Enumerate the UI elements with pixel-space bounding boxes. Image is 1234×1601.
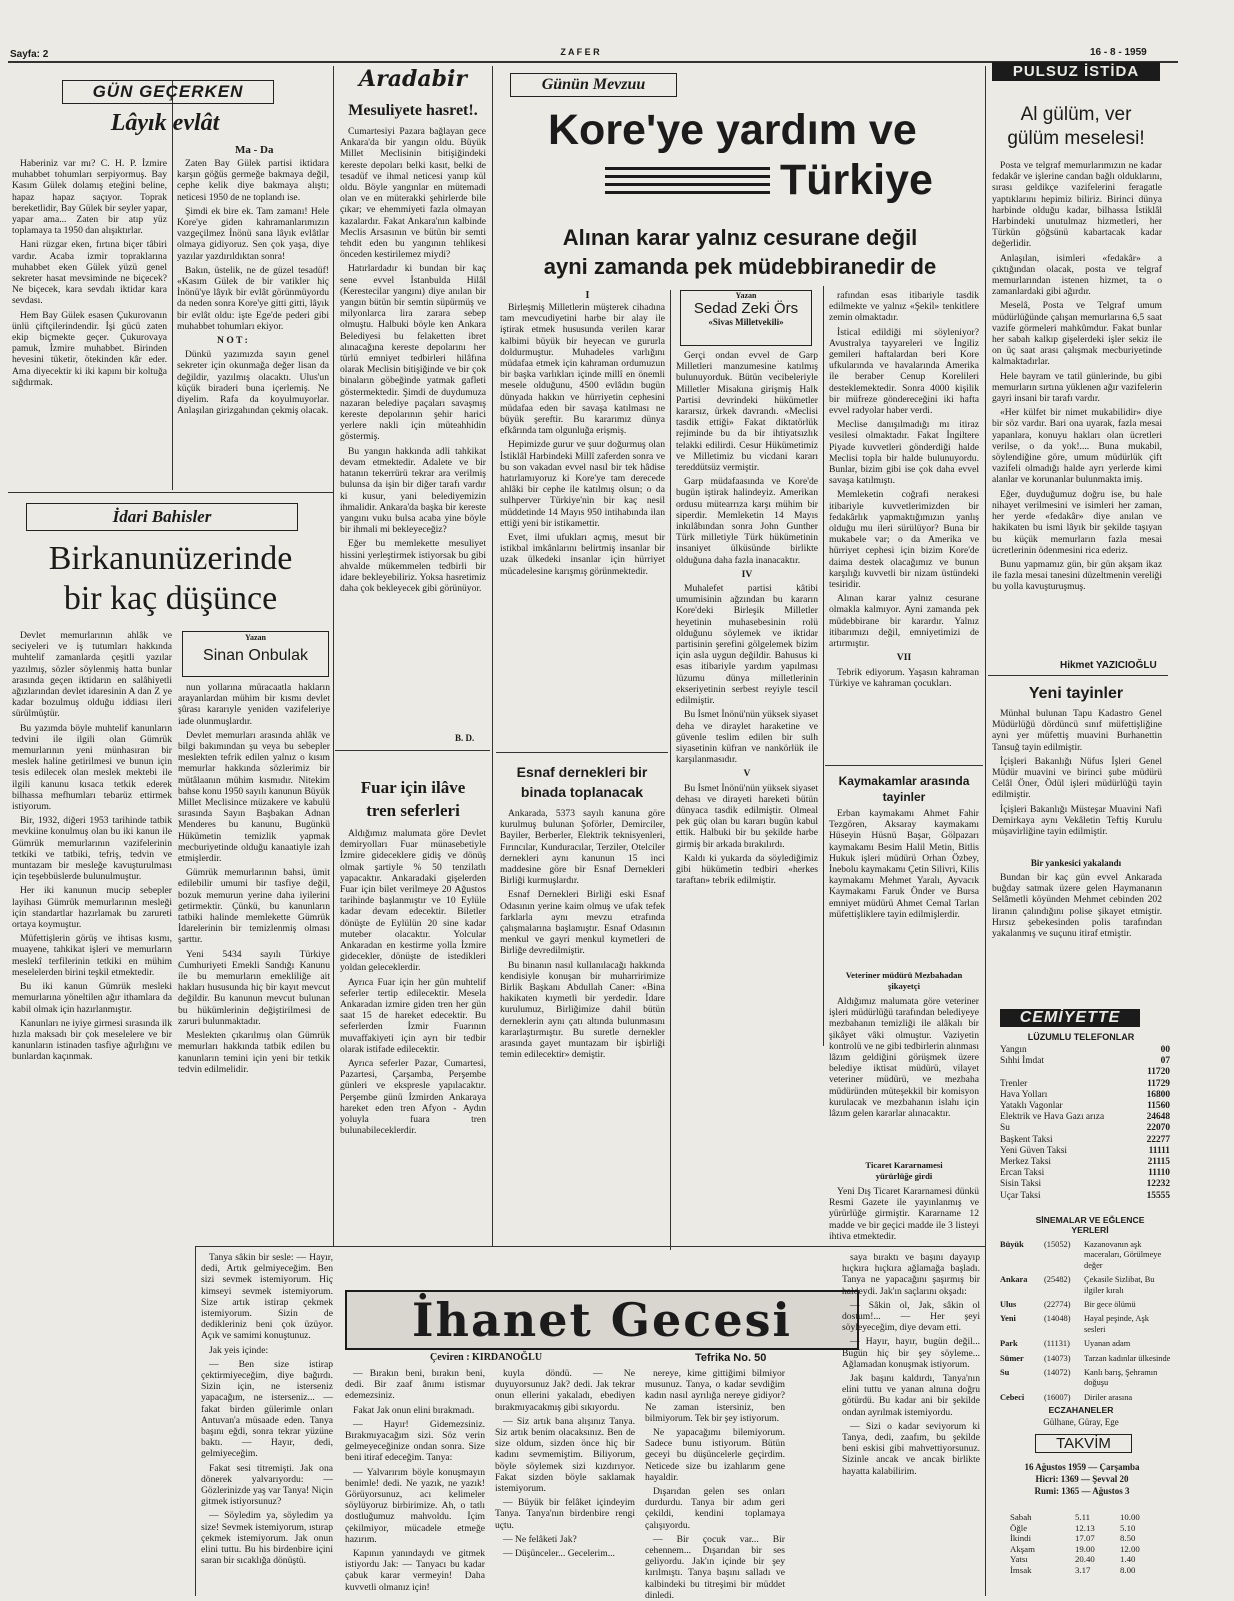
phone-number: 22277 — [1146, 1134, 1170, 1145]
idari-col2: nun yollarına müracaatla hakların arayanlardan mühim bir kısmı devlet şûrası kararıyle yeniden vazifeleriye iade olunmuşlardır. Devlet memurları arasında ahlâk ve bilgi bakımından şu veya bu sebepler meslekten tefrik edilen yalnız o kısım memurlar hakkında sözlerimiz bir mütâlaanın mühim kısmıdır. Nitekim bahse konu 1950 sayılı kanunun Büyük Millet Meclisince müzakere ve kabulü sırasında Sayın Başbakan Adnan Menderes bu kanunu, Bugünkü Hükümetin temizlik yapmak mecburiyetinde olduğu kanaatiyle izah etmişlerdir. Gümrük memurlarının bahsi, ümit edilebilir umumi bir tasfiye değil, bozuk memurun yerine daha iyilerini getirmektir. Çünkü, bu kanunların tatbiki halinde memlekette Gümrük İdarelerinin bir temizlenmiş olması şarttır. Yeni 5434 sayılı Türkiye Cumhuriyeti Emekli Sandığı Kanunu ile bu memurların emekliliğe ait hakları hususunda hiç bir kayıt mevcut değildir. Bu kanunun mevcut bulunan bu hükümlerinin değiştirilmesi de zaruri bulunmaktadır. Meslekten çıkarılmış olan Gümrük memurları hakkında tatbik edilen bu kanunların temini için yeni bir tetkik tedvin edilmelidir. — [178, 682, 330, 1075]
prayer-time-vasati: 20.40 — [1075, 1554, 1095, 1565]
idari-title-line2: bir kaç düşünce — [63, 580, 278, 617]
fuar-body: Aldığımız malumata göre Devlet demiryolları Fuar münasebetiyle İzmire gideceklere gidiş ve dönüş olmak şartiyle % 50 tenzilatlı yapacaktır. Ankaradaki gişelerden Fuar için bilet verilmeye 20 Ağustos tarihinde başlanmıştır ve 10 Eylüle kadar devam edecektir. Biletler dönüşte de Eylülün 20 sine kadar muteber olacaktır. Yolcular Ankaradan en kestirme yolla İzmire gidecekler, dönüşte de istedikleri yoldan geleceklerdir. Ayrıca Fuar için her gün muhtelif seferler tertip edilecektir. Mesela Ankaradan izmire giden tren her gün saat 15 de hareket edecektir. Bu seferlerden İzmir Fuarının muvaffakiyeti için ayrı bir tedbir olarak istifade edilecektir. Ayrıca seferler Pazar, Cumartesi, Pazartesi, Çarşamba, Perşembe günleri ve ekspresle yapılacaktır. Perşembe günü İzmirden Ankaraya hareket eden tren Afyon - Aydın yoluyla fuara tren bulunabileceklerdir. — [340, 828, 486, 1137]
author-title: «Sivas Milletvekili» — [708, 317, 784, 327]
cinema-phone: (14073) — [1044, 1353, 1071, 1363]
prayer-time-vasati: 3.17 — [1075, 1564, 1091, 1575]
phone-number: 11110 — [1148, 1168, 1170, 1179]
phone-row — [1000, 1179, 1170, 1190]
kore-byline-box — [680, 290, 812, 346]
pulsuz-title-line2: gülüm meselesi! — [1007, 128, 1145, 149]
idari-col1: Devlet memurlarının ahlâk ve seciyeleri ve iş tutumları hakkında muhtelif zamanlarda çeşitli yazılar yazılmış, sözler söylenmiş hatta bunlar arasında geçen iktidarın en salâhiyetli ağızlarından devlet idaresinin A dan Z ye kadar bozulmuş olduğu iddiası ileri sürülmüştür. Bu yazımda böyle muhtelif kanunların tedvini ile ilgili olan Gümrük memurlarının yeni münhasıran bir meslek haline getirilmesi ve bunun için tesis edilecek olan meslek mektebi ile ilgili kanunu kısaca tetkik ederek bilhassa mefhumları tebarüz ettirmek istiyorum. Bir, 1932, diğeri 1953 tarihinde tatbik mevkiine konulmuş olan bu iki kanun ile Gümrük memurlarının vazifelerinin tetkiki ve tatbiki, tefriş, tedvin ve muntazam bir mesleğe kavuşturulması için teşebbüslerde bulunulmuştur. Her iki kanunun mucip sebepler layihası Gümrük memurlarının mesleği için standartlar hazırlamak bu zarureti ortaya koymuştur. Müfettişlerin görüş ve ihtisas kısmı, muayene, tahkikat işleri ve memurların meslekî terfilerinin tetkiki en mühim meselelerden birini teşkil etmektedir. Bu iki kanun Gümrük mesleki memurlarına yöneltilen ağır ithamlara da kabil olmak için hazırlanmıştır. Kanunları ne iyiye girmesi sırasında ilk hızla maksadı bir çok meselelere ve bir kanunların istinaden tasfiye ağırlığını ve bunlardan kaçınmak. — [12, 630, 172, 1063]
fuar-title-line1: Fuar için ilâve — [360, 778, 466, 797]
ticaret-title-line2: yürürlüğe girdi — [875, 1171, 933, 1181]
cinema-film: Kazanovanın aşk maceraları, Görülmeye değer — [1084, 1240, 1162, 1270]
page-number: Sayfa: 2 — [10, 49, 49, 60]
kore-col3: rafından esas itibariyle tasdik edilmekte ve yalnız «Şekil» tenkitlere zemin olmaktadır. İstical edildiği mi söyleniyor? Avustralya tayyareleri ve İngiliz gemileri haftalardan beri Kore ufkularında ve havalarında Amerika ile beraber Cenup Korelileri desteklemektedir. Sonra 4000 kişilik bir müfreze göndereceğini iki hafta evvel radyolar haber verdi. Meclise danışılmadığı mı itiraz vesilesi olmaktadır. Fakat İngiltere Piyade kuvvetleri gönderdiği halde Meclisi topla bir halde bulunuyordu. Bunlar, bizim gibi ise çok daha evvel savaşa katılmıştı. Memleketin coğrafi nerakesi itibariyle kuvvetlerimizden bir fedakârlık yapmaktığımızın yanlış olduğu mu ileri sürülüyor? Buna bir mukabele var; o da Amerika ve hürriyet cephesi için bizim Kore'de daima destek olacağımız ve bunun karşılığı kuvvetli bir nizam üstündeki tesiridir. Alınan karar yalnız cesurane olmakla kalmıyor. Ayni zamanda pek müdebbirane bir karardır. Yalnız itibarımızı değil, emniyetimizi de artırmıştır. VII Tebrik ediyorum. Yaşasın kahraman Türkiye ve kahraman çocukları. — [829, 290, 979, 689]
phone-label: Ercan Taksi — [1000, 1168, 1045, 1179]
cinema-name: Su — [1000, 1368, 1010, 1378]
cinema-name: Park — [1000, 1339, 1018, 1349]
gun-gecerken-col2: Zaten Bay Gülek partisi iktidara karşın göğüs germeğe bakmaya değil, cephe kelik diye bakmaya alıştı; neticesi 1950 de ne toplandı ise. Şimdi ek bire ek. Tam zamanı! Hele Kore'ye giden kahramanlarımızın vazgeçilmez İnönü sana lâyık evlâtlar olmaya gidiyoruz. Sen çok yaşa, diye yazılar yazdırıldıktan sonra! Bakın, üstelik, ne de güzel tesadüf! «Kasım Gülek de bir vatikler hiç İnönü'ye lâyık bir evlât görünmüyordu da neden sonra Kore'ye gitti gitti, lâyık bir evlât oldu: işte Ege'de pederi gibi muhabbet tohumları ekiyor. N O T : Dünkü yazımızda sayın genel sekreter için okunmağa değer lisan da değildir, yazılmış olacaktı. Ulus'un küçük biraderi buna içerlemiş. Ne diyelim. Rafa da koyulmuyorlar. Anlaşılan girizgahından çekmiş olacak. — [177, 158, 329, 417]
phone-label: Sıhhi İmdat — [1000, 1056, 1045, 1067]
prayer-name: Sabah — [1010, 1512, 1032, 1522]
cinema-row — [1000, 1314, 1172, 1335]
phones-list — [1000, 1045, 1170, 1202]
prayer-name: Yatsı — [1010, 1554, 1028, 1565]
gun-gecerken-signature: Ma - Da — [235, 144, 274, 156]
newspaper-name: Z A F E R — [560, 47, 600, 57]
cinema-phone: (25482) — [1044, 1275, 1071, 1285]
phone-label: Su — [1000, 1123, 1010, 1134]
phone-row — [1000, 1123, 1170, 1134]
phone-row — [1000, 1146, 1170, 1157]
phone-number: 22070 — [1146, 1123, 1170, 1134]
author-name: Sedad Zeki Örs — [693, 300, 799, 317]
ihanet-col1: Tanya sâkin bir sesle: — Hayır, dedi, Artık gelmiyeceğim. Ben sizi sevmek istemiyorum. Hiç kimseyi sevmek istemiyorum. Size artık istirap çekmek istemiyorum. Sizin de dedikleriniz beni çok üzüyor. Açık ve samimi konuştunuz. Jak yeis içinde: — Ben size istirap çektirmiyeceğim, diye bağırdı. Sizin için, ne isterseniz yapacağım, ne isterseniz... — fakat birden gülerimle onları Antuvan'a müsaade eden. Tanya başını eğdi, sonra tekrar yüzüne baktı. — Hayır, dedi, gelmiyeceğim. Fakat sesi titremişti. Jak ona dönerek yalvarıyordu: — Gözlerinizde yaş var Tanya! Niçin gitmek istiyorsunuz? — Söyledim ya, söyledim ya size! Sevmek istemiyorum, ıstırap çekmek istemiyorum. Jak onun elini tuttu. Bu his birdenbire içini saran bir sıcaklığa dönüştü. — [201, 1252, 333, 1567]
prayer-row — [1010, 1565, 1160, 1576]
kore-section-1-mark: I — [585, 290, 590, 301]
ihanet-col4: nereye, kime gittiğimi bilmiyor musunuz. Tanya, o kadar sevdiğim kadın nasıl ayrılığa nereye gidiyor? Ne zaman istersiniz, ben bilmiyorum. Tek bir şey istiyorum. Ne yapacağımı bilemiyorum. Sadece bunu istiyorum. Bütün geceyi bu düşüncelerle geçirdim. Neticede size bu izahlarım gene hayaldir. Dışarıdan gelen ses onları durdurdu. Tanya bir adım geri çekildi, kendini toplamaya çalışıyordu. — Bir çocuk var... Bir cehennem... Dışarıdan bir ses geliyordu. Jak'ın içinde bir şey kırılmıştı. Tanya başını salladı ve kalbindeki bu titreşimi bir müddet dinledi. — [645, 1368, 785, 1601]
byline-label: Yazan — [245, 633, 266, 642]
phone-number: 16800 — [1146, 1089, 1170, 1100]
cemiyette-kicker: CEMİYETTE — [1000, 1009, 1140, 1027]
phone-label: Merkez Taksi — [1000, 1157, 1051, 1168]
cinema-phone: (11131) — [1044, 1339, 1070, 1349]
idari-title-line1: Birkanunüzerinde — [48, 540, 293, 577]
kore-col2: Gerçi ondan evvel de Garp Milletleri manzumesine katılmış bulunuyorduk. Bütün vecibeleriyle Milletler Misakına girişmiş Halk Partisi devrindeki hükümetler kararsız, ürkek davrandı. «Meclisi tasdik ettiği» Fakat diktatörlük rejiminde bu da bir ihtiyatsızlık telakki edilirdi. Cesur Hükümetimiz ve Milletimiz bu vicdani kararı tereddütsüz vermiştir. Garp müdafaasında ve Kore'de bugün iştirak halindeyiz. Amerikan ordusu mütearrıza karşı mühim bir siperdir. Memleketin 14 Mayıs inkılâbından sonra John Gunther Türk milletiyle Türk hükümetinin insaniyet ülküsünde birlikte olduğuna daha fazla inanacaktır. IV Muhalefet partisi kâtibi umumisinin ağzından bu kararın Kore'deki Birleşik Milletler heyetinin muhasebesinin rolü olduğunu söylemek ve iktidar partisinin şerefini gölgelemek bizim için asla uygun değildir. Bahusus ki esas itibariyle yardım yapılması lüzumu dünya milletlerinin ekseriyetinin serbest reyiyle tescil edilmiştir. Bu İsmet İnönü'nün yüksek siyaset deha ve diraylet haraketine ve güvenle teslim edilen bir sulh siyasetinin küfran ve nankörlük ile karşılanmasıdır. V Bu İsmet İnönü'nün yüksek siyaset dehası ve dirayeti hareketi bütün dünyaca tasdik edilmiştir. Olmeal pek güç olan bu kararı bugün kabul ettik. Halbuki bir bu şekilde harbe girmiş bir arkada bırakılırdı. Kaldı ki yukarda da söylediğimiz gibi hükümetin tedbiri «herkes taraftan» tebrik edilmiştir. — [676, 350, 818, 887]
cinema-film: Bir gece ölümü — [1084, 1300, 1136, 1310]
headline-rule-2 — [605, 175, 770, 178]
yankesici-body: Bundan bir kaç gün evvel Ankarada buğday satmak üzere gelen Haymananın Selâmetli köyünden Mehmet cebinden 202 liranın çalındığını polise şikayet etmiştir. Hırsız şebekesinden polis tarafından yakalanmış ve suçunu itiraf etmiştir. — [992, 872, 1162, 940]
pulsuz-title-line1: Al gülüm, ver — [1020, 104, 1132, 125]
phone-row — [1000, 1067, 1170, 1078]
ticaret-title-line1: Ticaret Kararnamesi — [865, 1160, 943, 1170]
idari-kicker: İdari Bahisler — [26, 503, 298, 531]
phone-number: 11729 — [1147, 1078, 1170, 1089]
translator-name: KIRDANOĞLU — [472, 1352, 543, 1363]
cinema-film: Diriler arasına — [1084, 1392, 1133, 1402]
cinema-row — [1000, 1368, 1172, 1389]
prayer-row — [1010, 1554, 1160, 1565]
prayer-name: İmsak — [1010, 1564, 1032, 1575]
prayer-time-vasati: 5.11 — [1075, 1512, 1091, 1522]
esnaf-title-line1: Esnaf dernekleri bir — [516, 764, 648, 780]
phone-number: 11720 — [1147, 1067, 1170, 1078]
prayer-times — [1010, 1512, 1160, 1576]
takvim-date: 16 Ağustos 1959 — Çarşamba — [1024, 1462, 1140, 1472]
byline-label: Yazan — [735, 291, 757, 300]
cinema-phone: (14048) — [1044, 1314, 1071, 1324]
pulsuz-istida-kicker: PULSUZ İSTİDA — [992, 62, 1160, 81]
kaymakamlar-title-line2: tayinler — [882, 790, 926, 804]
prayer-name: İkindi — [1010, 1533, 1032, 1544]
cinema-name: Ankara — [1000, 1275, 1028, 1285]
phones-title: LÜZUMLU TELEFONLAR — [1027, 1032, 1135, 1042]
phone-label: Yeni Güven Taksi — [1000, 1145, 1067, 1156]
ihanet-tefrika: Tefrika No. 50 — [695, 1352, 767, 1364]
phone-number: 15555 — [1146, 1190, 1170, 1201]
headline-rule-1 — [605, 167, 770, 170]
prayer-row — [1010, 1544, 1160, 1555]
prayer-time-vasati: 12.13 — [1075, 1522, 1095, 1533]
phone-number: 11560 — [1147, 1101, 1170, 1112]
cinema-row — [1000, 1393, 1172, 1403]
cinema-list — [1000, 1240, 1172, 1407]
cinema-row — [1000, 1275, 1172, 1296]
phone-label: Hava Yolları — [1000, 1089, 1048, 1100]
esnaf-body: Ankarada, 5373 sayılı kanuna göre kurulmuş bulunan Şoförler, Demirciler, Bayiler, Berberler, Elektrik teknisyenleri, Fırıncılar, Kunduracılar, Terziler, Otelciler dernekleri aynı kanunun 15 inci maddesine göre bir Esnaf Dernekleri Birliği kurmuşlardır. Esnaf Dernekleri Birliği eski Esnaf Odasının yerine kaim olmuş ve ufak tefek farklarla aynı mevzu etrafında çalışmalarına başlamıştır. Esnaf Odasının menkul ve gayri menkul kıymetleri de Birliğe devredilmiştir. Bu binanın nasıl kullanılacağı hakkında kendisiyle konuşan bir muharririmize Birlik Başkanı Abdullah Caner: «Bina hakikaten kıymetli bir yerdedir. İdare kurulumuz, Birliğimize dahil bütün derneklerin aynı çatı altında bulunmasını kararlaştırmıştır. Bu suretle dernekler arasında gayet muntazam bir işbirliği temin edilecektir» demiştir. — [500, 808, 665, 1061]
kore-headline-line1: Kore'ye yardım ve — [548, 106, 917, 154]
cinema-row — [1000, 1300, 1172, 1310]
prayer-row — [1010, 1512, 1160, 1523]
cinema-phone: (14072) — [1044, 1368, 1071, 1378]
phone-row — [1000, 1157, 1170, 1168]
cinema-phone: (15052) — [1044, 1240, 1071, 1249]
ticaret-body: Yeni Dış Ticaret Kararnamesi dünkü Resmi Gazete ile yayınlanmış ve yürürlüğe girmiştir. Kararname 12 madde ve bir geçici madde ile 3 listeyi ihtiva etmektedir. — [829, 1186, 979, 1242]
pulsuz-body: Posta ve telgraf memurlarımızın ne kadar fedakâr ve işlerine candan bağlı olduklarını, sırası geldikçe vazifelerini feragatle yaptıklarını hepimiz biliriz. Birinci dünya harbinde olduğu kadar, bilhassa İstiklâl Harbindeki unutulmaz hizmetleri, her Türkün göğsünü kabartacak kadar değerlidir. Anlaşılan, isimleri «fedakâr» a çıktığından olacak, posta ve telgraf memurlarından istenen hizmet, ta o zamanlardaki gibi ağırdır. Meselâ, Posta ve Telgraf umum müdürlüğünde çalışan memurlarına 6,5 saat vazife görmeleri mahkûmdur. Fakat bunlar her sabah kalkıp gişelerdeki işler sekiz ile on üç saat arası çalışmak mecburiyetinde kalmaktadırlar. Hele bayram ve tatil günlerinde, bu gibi memurların sırtına yüklenen ağır vazifelerin gayri insani bir tarafı vardır. «Her külfet bir nimet mukabilidir» diye bir söz vardır. Bari ona uyarak, fazla mesai yapanlara, konuyu hakları olan ücretleri verilse, o da yok!.... Buna mukabil, söylendiğine göre, umum müdürlük çift vazifeli olmadığı halde ayrı yerlerde kimi alanlar ve korunanlar bulunmakta imiş. Eğer, duyduğumuz doğru ise, bu hale nihayet verilmesini ve isimleri her zaman, her yerde «fedakâr» diye anılan ve hakikaten bu ismi lâyık bir şekilde taşıyan bu küçük memurların fazla mesai ücretlerinin ödenmesini rica ederiz. Bunu yapmamız gün, bir gün akşam ikaz ile fazla mesai tanesini düzeltmenin vereliği bu yolla kavuşturuşmuş. — [992, 160, 1162, 593]
prayer-time-ezani: 12.00 — [1120, 1543, 1140, 1554]
kore-deck-line1: Alınan karar yalnız cesurane değil — [562, 225, 918, 250]
veteriner-title-line1: Veteriner müdürü Mezbahadan — [845, 970, 963, 980]
prayer-name: Akşam — [1010, 1543, 1035, 1554]
cinema-name: Sümer — [1000, 1353, 1024, 1363]
cinema-name: Yeni — [1000, 1314, 1016, 1324]
kore-deck-line2: ayni zamanda pek müdebbiranedir de — [543, 254, 937, 279]
issue-date: 16 - 8 - 1959 — [1090, 47, 1147, 58]
phone-number: 21115 — [1147, 1157, 1170, 1168]
ihanet-translator — [430, 1352, 542, 1363]
phone-number: 00 — [1160, 1045, 1170, 1055]
phone-row — [1000, 1168, 1170, 1179]
prayer-row — [1010, 1523, 1160, 1534]
phone-label: Başkent Taksi — [1000, 1134, 1053, 1145]
yeni-tayinler-body: Münhal bulunan Tapu Kadastro Genel Müdürlüğü dördüncü sınıf müfettişliğine ayni yer müfettiş muavini Burhanettin Tansuğ tayin edilmiştir. İçişleri Bakanlığı Nüfus İşleri Genel Müdür muavini ve birinci şube müdürü Celâl Öner, Ödül işleri müdürlüğü tayin edilmiştir. İçişleri Bakanlığı Müsteşar Muavini Nafi Demirkaya aynı Vekâletin Teftiş Kurulu müşavirliğine tayin edilmiştir. — [992, 708, 1162, 838]
gun-gecerken-col1: Haberiniz var mı? C. H. P. İzmire muhabbet tohumları serpiyormuş. Bay Kasım Gülek dolamış eteğini beline, hapaz hapaz saçıyor. Toprak bereketlidir, Bay Gülek bir seyler yapar, yapar ama... Zaten bir atıp yüz toplamaya ta 1950 dan alışıktırlar. Hani rüzgar eken, fırtına biçer tâbiri vardır. Acaba izmir topraklarına muhabbet eken Gülek yüzü genel sekreter hasat mevsiminde ne biçecek? Ne biçecek, kara sevdalı iktidar kara sevdası. Hem Bay Gülek esasen Çukurovanın ünlü çiftçilerindendir. İşi gücü zaten ekip biçmekte geçer. Çukurovaya pamuk, İzmire muhabbet. Birinden hevesini tüketir, ötekinden kâr eder. Ama diyecektir ki iki kapını bir koltuğa sığdırmak. — [12, 158, 167, 388]
cinema-title: SİNEMALAR VE EĞLENCE YERLERİ — [1035, 1215, 1145, 1235]
cinema-film: Hayal peşinde, Aşk sesleri — [1084, 1314, 1149, 1334]
cinema-name: Büyük — [1000, 1240, 1024, 1249]
takvim-rumi: Rumi: 1365 — Ağustos 3 — [1034, 1486, 1130, 1496]
phone-row — [1000, 1056, 1170, 1067]
headline-rule-3 — [605, 183, 770, 186]
aradabir-body: Cumartesiyi Pazara bağlayan gece Ankara'da bir yangın oldu. Büyük Millet Meclisinin bitişiğindeki kereste depoları belki kasıt, belki de tesadüf ve ihmal neticesi yanıp kül oldu. Böyle yangınlar en mütemadi olan ve en müterakki şehirlerde bile çıkar; ve ehemmiyeti fazla olmayan kazalardır. Fakat Ankara'nın kalbinde Meclis Arsasının ve bütün bir semti tehdit eden bu yangının tehlikesi önceden kestirilemez miydi? Hatırlardadır ki bundan bir kaç sene evvel İstanbulda Hilâl (Kerestecilar yangını) diye anılan bir yangın bütün bir semtin süpürmüş ve milyonlarca lira zarara sebep olmuştu. Halbuki böyle ken Ankara Belediyesi bu felaketten ibret alınacağına kereste depolarını her türlü emniyet tedbirleri hilâfına olarak Meclisin bitişiğinde ve bir çok binaların göbeğinde yatmak gafleti göstermektedir. Şimdi de duydumuza nazaran belediye paçaları savaşmış kereste depolarının şehir harici yerlere nakli için müteahhidin göstermiş. Bu yangın hakkında adli tahkikat devam etmektedir. Adalete ve bir hatanın tekerrürü tekrar ara verilmiş bulunsa da işin bir diğer tarafı vardır ki kusur, yani belediyemizin ihmalidir. Ankara'da başka bir kereste yangını vuku bulsa acaba yine böyle bir ihmali mi bekleyeceğiz? Eğer bu memlekette mesuliyet hissini yerleştirmek istiyorsak bu gibi ahvalde mükemmelen tedbirli bir idare bekleyebiliriz. Yoksa hasretimiz daha çok bekleyecek gibi görünüyor. — [340, 126, 486, 595]
phone-number: 07 — [1160, 1056, 1170, 1067]
phone-label: Sisin Taksi — [1000, 1179, 1042, 1190]
prayer-time-ezani: 8.00 — [1120, 1564, 1136, 1575]
cinema-row — [1000, 1339, 1172, 1349]
fuar-title-line2: tren seferleri — [366, 801, 460, 820]
prayer-time-ezani: 1.40 — [1120, 1554, 1136, 1565]
idari-byline-box — [182, 631, 329, 677]
phone-label: Trenler — [1000, 1078, 1028, 1089]
ihanet-col5: saya bıraktı ve başını dayayıp hıçkıra hıçkıra ağlamağa başladı. Tanya ne yapacağını şaşırmış bir haldeydi. Jak'ın saçlarını okşadı: — Sâkin ol, Jak, sâkin ol dostum!... — Her şeyi söyleyeceğim, diye devam etti. — Hayır, hayır, bugün değil... Bugün hiç bir şey söyleme... Ağlamadan konuşmak istiyorum. Jak başını kaldırdı, Tanya'nın elini tuttu ve yanan alnına doğru götürdü. Bu kadar ani bir şekilde ondan ayrılmak istemiyordu. — Sizi o kadar seviyorum ki Tanya, dedi, zaafım, bu şekilde beni eskisi gibi mahvettiyorsunuz. Sizinle ancak ve ancak birlikte hayatta kalabilirim. — [842, 1252, 980, 1477]
phone-label: Yataklı Vagonlar — [1000, 1101, 1063, 1112]
aradabir-kicker: Aradabir — [359, 66, 467, 92]
phone-label: Uçar Taksi — [1000, 1190, 1041, 1201]
cinema-film: Tarzan kadınlar ülkesinde — [1084, 1353, 1171, 1363]
esnaf-title-line2: binada toplanacak — [520, 784, 644, 800]
ihanet-col2: — Bırakın beni, bırakın beni, dedi. Bir zaaf ânımı istismar edemezsiniz. Fakat Jak onun elini bırakmadı. — Hayır! Gidemezsiniz. Bırakmıyacağım sizi. Söz verin gelmeyeceğinize ondan sonra. Size beni itiraf edeceğim. Tanya: — Yalvarırım böyle konuşmayın benimle! dedi. Ne yazık, ne yazık! Görüyorsunuz, acı kelimeler söylüyoruz birbirimize. Ah, o tatlı dostluğumuz mahvoldu. İçim çekilmiyor, mücadele etmeğe hazırım. Kapının yanındaydı ve gitmek istiyordu Jak: — Tanyacı bu kadar çabuk karar vermeyin! Daha kuvvetli olmanız için! — [345, 1368, 485, 1593]
prayer-time-vasati: 19.00 — [1075, 1543, 1095, 1554]
veteriner-body: Aldığımız malumata göre veteriner işleri müdürlüğü tarafından belediyeye mezbahanın temizliği ile alâkalı bir şikâyet vâki olmuştur. Vaziyetin kontrolü ve ne gibi tedbirlerin alınması lâzım geldiğini görüşmek üzere belediye iktisat müdürü, vilayet veteriner müdürü, ve mezbaha müdüründen müteşekkil bir komisyon kurulacak ve mezbahanın islahı için lâzım gelen kararlar alınacaktır. — [829, 996, 980, 1120]
aradabir-signature: B. D. — [455, 733, 475, 743]
eczahaneler-title: ECZAHANELER — [1048, 1405, 1114, 1415]
pulsuz-signature: Hikmet YAZICIOĞLU — [1060, 660, 1157, 671]
prayer-time-ezani: 8.50 — [1120, 1533, 1136, 1544]
cinema-phone: (16007) — [1044, 1392, 1071, 1402]
cinema-row — [1000, 1240, 1172, 1271]
cinema-name: Cebeci — [1000, 1392, 1025, 1402]
prayer-time-vasati: 17.07 — [1075, 1533, 1095, 1544]
prayer-row — [1010, 1533, 1160, 1544]
headline-rule-4 — [605, 191, 770, 194]
cinema-film: Uyanan adam — [1084, 1339, 1131, 1349]
phone-number: 11111 — [1148, 1145, 1170, 1156]
yeni-tayinler-title: Yeni tayinler — [1028, 685, 1124, 702]
cinema-film: Kanlı barış, Şehramın doğuşu — [1084, 1368, 1158, 1388]
phone-row — [1000, 1045, 1170, 1056]
takvim-title: TAKVİM — [1035, 1434, 1132, 1453]
yankesici-title: Bir yankesici yakalandı — [1030, 858, 1122, 868]
phone-label: Yangın — [1000, 1045, 1027, 1055]
aradabir-title: Mesuliyete hasret!. — [348, 102, 478, 119]
cinema-name: Ulus — [1000, 1300, 1017, 1310]
phone-number: 24648 — [1146, 1112, 1170, 1123]
phone-label: Elektrik ve Hava Gazı arıza — [1000, 1112, 1105, 1123]
prayer-time-ezani: 5.10 — [1120, 1522, 1136, 1533]
gun-gecerken-kicker: GÜN GEÇERKEN — [62, 80, 274, 104]
phone-row — [1000, 1079, 1170, 1090]
kaymakamlar-body: Erban kaymakamı Ahmet Fahir Tezgören, Aksaray kaymakamı Hüseyin Hüsnü Başar, Gölpazarı kaymakamı Besim Halil Metin, Bitlis Hukuk işleri müdürü Orhan Özbey, İnebolu kaymakamı Çetin Silivri, Kilis kaymakamı Mehmet Yaralı, Ayvacık Kaymakamı Faruk Önder ve Bursa emniyet müdürü Ahmet Cemal Tarlan müfettişliklere tayin edilmişlerdir. — [829, 808, 979, 920]
prayer-time-ezani: 10.00 — [1120, 1512, 1140, 1522]
prayer-name: Öğle — [1010, 1522, 1028, 1533]
phone-row — [1000, 1090, 1170, 1101]
eczahaneler-list: Gülhane, Güray, Ege — [1043, 1417, 1119, 1427]
phone-row — [1000, 1135, 1170, 1146]
cinema-phone: (22774) — [1044, 1300, 1071, 1310]
phone-row — [1000, 1191, 1170, 1202]
kore-headline-line2: Türkiye — [780, 156, 933, 204]
cinema-row — [1000, 1354, 1172, 1364]
ihanet-col3: kuyla döndü. — Ne duyuyorsunuz Jak? dedi. Jak tekrar onun ellerini yakaladı, ebediyen bırakmıyacakmış gibi sıkıyordu. — Siz artık bana alışınız Tanya. Siz artık benim olacaksınız. Ben de size oldum, sizden önce hiç bir kadını sevmemiştim. Biliyorum, böyle söylemek sizi kızdırıyor. Fakat sizden böyle saklamak istemiyorum. — Büyük bir felâket içindeyim Tanya. Tanya'nın birdenbire rengi uçtu. — Ne felâketi Jak? — Düşünceler... Gecelerim... — [495, 1368, 635, 1560]
cinema-film: Çekasile Sizlibat, Bu ilgiler kıralı — [1084, 1275, 1155, 1295]
kore-col1: Birleşmiş Milletlerin müşterek cihadına tam mevcudiyetini harbe bir alay ile iştirak etmek hususunda verilen karar kalbimi büyük bir heyecan ve gururla doldurmuştur. Muhadeles varlığını müdafaa etmek için kahraman ordumuzun bir başka varlıkları içinde millî en önemli mesele olduğunu, 4500 evlâdın bugün dünyada hakkın ve hürriyetin cephesini müdafaa eden bir savaşa katılması ne büyük şereftir. Bu kararımız dünya efkârında tam olgunluğa erişmiş. Hepimizde gurur ve şuur doğurmuş olan İstiklâl Harbindeki Millî zaferden sonra ve bu son vakadan evvel nasıl bir tek hâdise hatırlamıyoruz ki Kore'ye tam derecede ahlâki bir cephe ile katılmış olsun; o da sulhperver Türkiye'nin bir kaç nesil müddetinde 14 Mayıs 950 intihabında ilan ettiği yeni bir istikamettir. Evet, ilmi ufukları açmış, mesut bir istikbal imkânlarını belirtmiş insanlar bir uzak ülkedeki insanlar için hürriyet mücadelesine karışmış görünmektedir. — [500, 302, 665, 577]
phone-row — [1000, 1112, 1170, 1123]
takvim-hicri: Hicri: 1369 — Şevval 20 — [1035, 1474, 1129, 1484]
author-name: Sinan Onbulak — [203, 647, 308, 664]
phone-number: 12232 — [1146, 1179, 1170, 1190]
gunun-mevzuu-kicker: Günün Mevzuu — [510, 73, 677, 97]
gun-gecerken-title: Lâyık evlât — [110, 110, 220, 136]
phone-row — [1000, 1101, 1170, 1112]
translator-label: Çeviren : — [430, 1352, 470, 1363]
ihanet-title: İhanet Gecesi — [345, 1290, 859, 1350]
veteriner-title-line2: şikayetçi — [888, 981, 920, 991]
kaymakamlar-title-line1: Kaymakamlar arasında — [838, 774, 970, 788]
